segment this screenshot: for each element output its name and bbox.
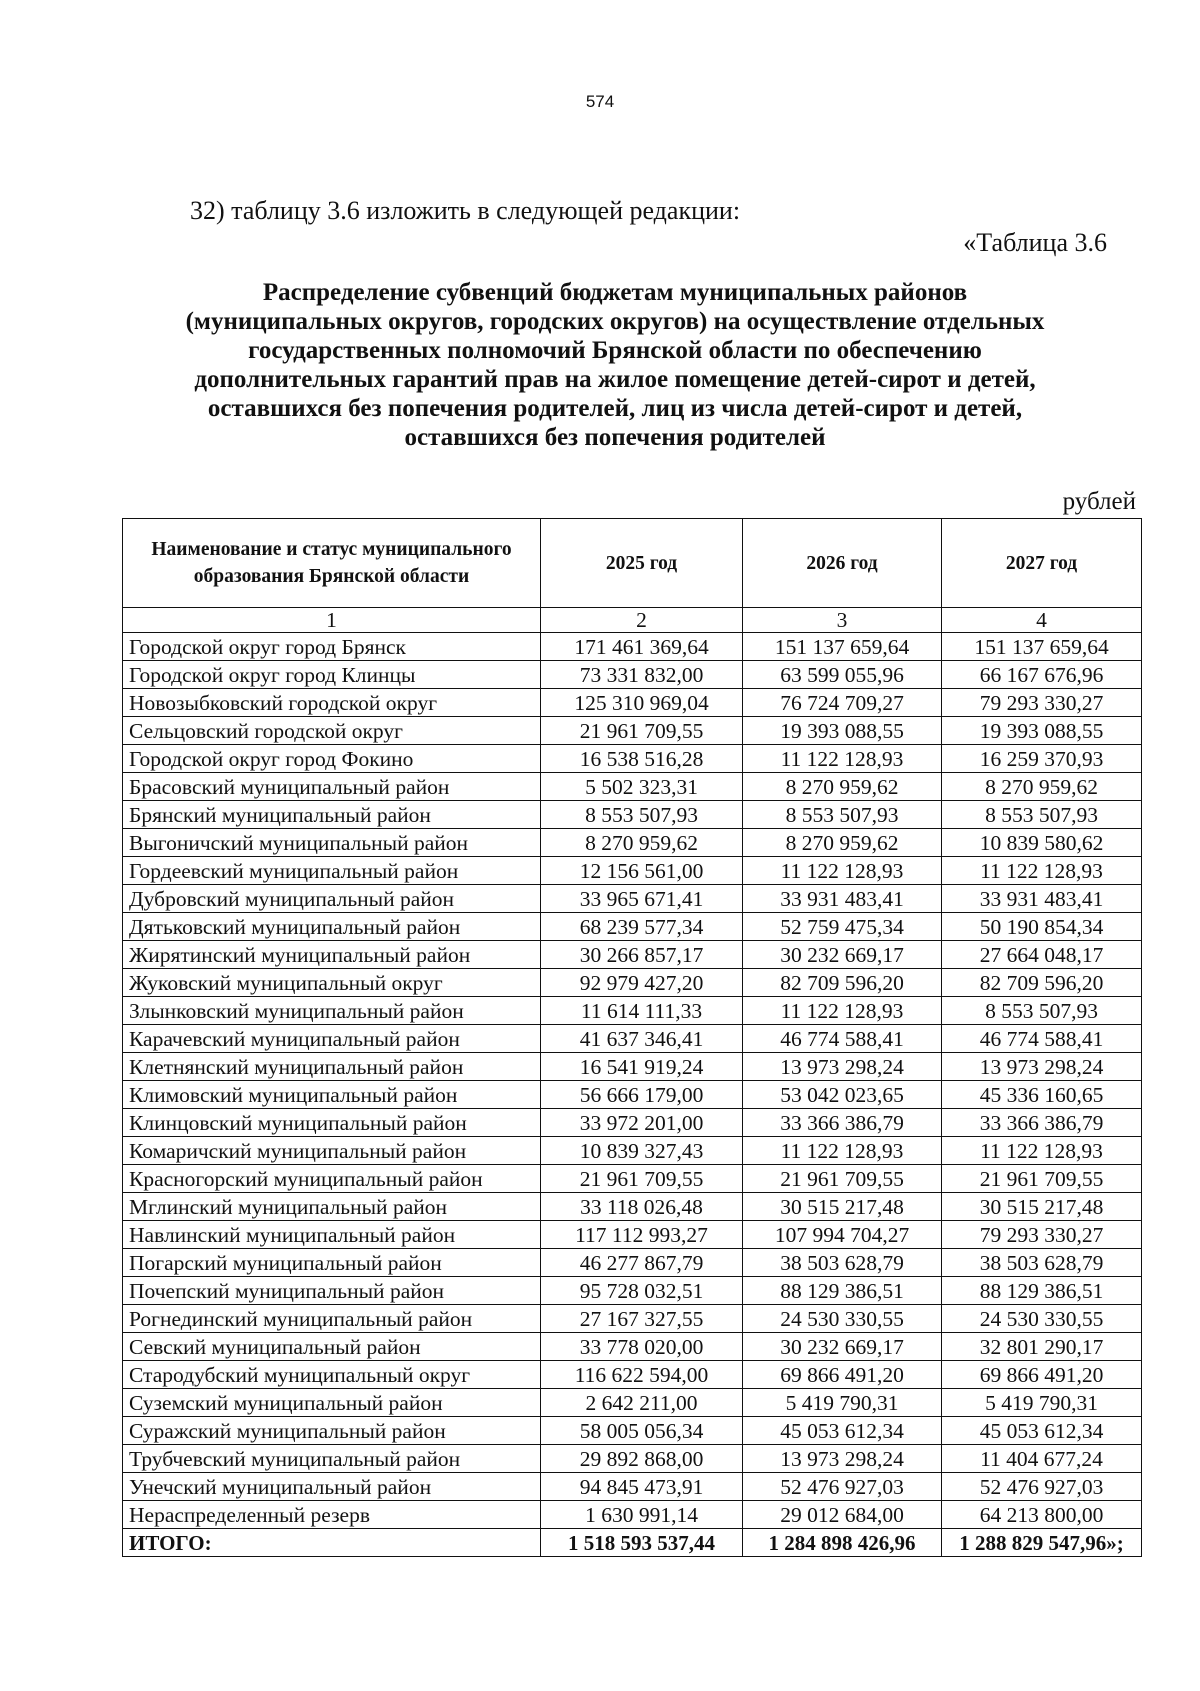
municipality-name: Нераспределенный резерв: [123, 1501, 541, 1529]
value-2027: 10 839 580,62: [942, 829, 1142, 857]
municipality-name: Клинцовский муниципальный район: [123, 1109, 541, 1137]
total-label: ИТОГО:: [123, 1529, 541, 1557]
value-2027: 45 053 612,34: [942, 1417, 1142, 1445]
value-2027: 11 122 128,93: [942, 857, 1142, 885]
title-line: дополнительных гарантий прав на жилое помещение детей-сирот и детей,: [194, 366, 1036, 393]
municipality-name: Рогнединский муниципальный район: [123, 1305, 541, 1333]
municipality-name: Суземский муниципальный район: [123, 1389, 541, 1417]
value-2026: 69 866 491,20: [743, 1361, 942, 1389]
value-2026: 107 994 704,27: [743, 1221, 942, 1249]
municipality-name: Почепский муниципальный район: [123, 1277, 541, 1305]
table-row: [123, 689, 1142, 717]
value-2026: 29 012 684,00: [743, 1501, 942, 1529]
header-2025: 2025 год: [541, 519, 743, 608]
municipality-name: Суражский муниципальный район: [123, 1417, 541, 1445]
municipality-name: Выгоничский муниципальный район: [123, 829, 541, 857]
total-2026: 1 284 898 426,96: [743, 1529, 942, 1557]
subvention-table: [122, 518, 1142, 1557]
value-2027: 32 801 290,17: [942, 1333, 1142, 1361]
value-2025: 2 642 211,00: [541, 1389, 743, 1417]
total-row: [123, 1529, 1142, 1557]
value-2027: 50 190 854,34: [942, 913, 1142, 941]
table-row: [123, 661, 1142, 689]
header-row: [123, 519, 1142, 608]
value-2027: 45 336 160,65: [942, 1081, 1142, 1109]
municipality-name: Злынковский муниципальный район: [123, 997, 541, 1025]
value-2025: 68 239 577,34: [541, 913, 743, 941]
municipality-name: Городской округ город Брянск: [123, 633, 541, 661]
value-2026: 52 476 927,03: [743, 1473, 942, 1501]
value-2025: 94 845 473,91: [541, 1473, 743, 1501]
value-2025: 33 965 671,41: [541, 885, 743, 913]
municipality-name: Дубровский муниципальный район: [123, 885, 541, 913]
municipality-name: Стародубский муниципальный округ: [123, 1361, 541, 1389]
value-2026: 151 137 659,64: [743, 633, 942, 661]
table-row: [123, 1025, 1142, 1053]
table-row: [123, 885, 1142, 913]
value-2027: 38 503 628,79: [942, 1249, 1142, 1277]
municipality-name: Брянский муниципальный район: [123, 801, 541, 829]
value-2025: 33 778 020,00: [541, 1333, 743, 1361]
column-index: 3: [743, 608, 942, 633]
value-2025: 73 331 832,00: [541, 661, 743, 689]
value-2025: 46 277 867,79: [541, 1249, 743, 1277]
value-2025: 95 728 032,51: [541, 1277, 743, 1305]
municipality-name: Погарский муниципальный район: [123, 1249, 541, 1277]
title-line: (муниципальных округов, городских округов) на осуществление отдельных: [185, 308, 1045, 335]
header-2027: 2027 год: [942, 519, 1142, 608]
value-2026: 30 232 669,17: [743, 941, 942, 969]
municipality-name: Карачевский муниципальный район: [123, 1025, 541, 1053]
value-2026: 8 270 959,62: [743, 773, 942, 801]
municipality-name: Дятьковский муниципальный район: [123, 913, 541, 941]
value-2026: 19 393 088,55: [743, 717, 942, 745]
table-row: [123, 857, 1142, 885]
municipality-name: Сельцовский городской округ: [123, 717, 541, 745]
table-row: [123, 829, 1142, 857]
municipality-name: Комаричский муниципальный район: [123, 1137, 541, 1165]
table-row: [123, 1501, 1142, 1529]
value-2025: 33 118 026,48: [541, 1193, 743, 1221]
total-2027: 1 288 829 547,96»;: [942, 1529, 1142, 1557]
value-2027: 151 137 659,64: [942, 633, 1142, 661]
value-2027: 52 476 927,03: [942, 1473, 1142, 1501]
table-row: [123, 1333, 1142, 1361]
municipality-name: Новозыбковский городской округ: [123, 689, 541, 717]
value-2027: 13 973 298,24: [942, 1053, 1142, 1081]
page-number: 574: [585, 92, 615, 111]
table-row: [123, 745, 1142, 773]
value-2025: 30 266 857,17: [541, 941, 743, 969]
value-2026: 38 503 628,79: [743, 1249, 942, 1277]
municipality-name: Климовский муниципальный район: [123, 1081, 541, 1109]
value-2027: 64 213 800,00: [942, 1501, 1142, 1529]
table-row: [123, 1417, 1142, 1445]
column-index-row: [123, 608, 1142, 633]
title-line: Распределение субвенций бюджетам муниципальных районов: [262, 279, 968, 306]
value-2025: 116 622 594,00: [541, 1361, 743, 1389]
municipality-name: Мглинский муниципальный район: [123, 1193, 541, 1221]
value-2025: 33 972 201,00: [541, 1109, 743, 1137]
header-2026: 2026 год: [743, 519, 942, 608]
table-row: [123, 633, 1142, 661]
table-reference: «Таблица 3.6: [963, 228, 1107, 257]
value-2026: 11 122 128,93: [743, 745, 942, 773]
value-2025: 11 614 111,33: [541, 997, 743, 1025]
value-2026: 30 232 669,17: [743, 1333, 942, 1361]
value-2025: 16 541 919,24: [541, 1053, 743, 1081]
value-2025: 10 839 327,43: [541, 1137, 743, 1165]
value-2027: 82 709 596,20: [942, 969, 1142, 997]
title-line: оставшихся без попечения родителей, лиц из числа детей-сирот и детей,: [207, 395, 1023, 422]
value-2026: 11 122 128,93: [743, 997, 942, 1025]
value-2025: 41 637 346,41: [541, 1025, 743, 1053]
value-2027: 8 553 507,93: [942, 801, 1142, 829]
value-2026: 11 122 128,93: [743, 1137, 942, 1165]
amendment-intro: 32) таблицу 3.6 изложить в следующей редакции:: [190, 196, 741, 225]
value-2025: 12 156 561,00: [541, 857, 743, 885]
value-2027: 88 129 386,51: [942, 1277, 1142, 1305]
table-row: [123, 1445, 1142, 1473]
value-2027: 8 270 959,62: [942, 773, 1142, 801]
municipality-name: Севский муниципальный район: [123, 1333, 541, 1361]
value-2026: 8 553 507,93: [743, 801, 942, 829]
value-2025: 58 005 056,34: [541, 1417, 743, 1445]
value-2026: 33 366 386,79: [743, 1109, 942, 1137]
table-row: [123, 1081, 1142, 1109]
value-2026: 11 122 128,93: [743, 857, 942, 885]
value-2025: 21 961 709,55: [541, 717, 743, 745]
value-2025: 92 979 427,20: [541, 969, 743, 997]
value-2026: 63 599 055,96: [743, 661, 942, 689]
table-row: [123, 1361, 1142, 1389]
table-row: [123, 1193, 1142, 1221]
value-2025: 27 167 327,55: [541, 1305, 743, 1333]
table-row: [123, 969, 1142, 997]
table-row: [123, 773, 1142, 801]
column-index: 1: [123, 608, 541, 633]
value-2027: 30 515 217,48: [942, 1193, 1142, 1221]
table-row: [123, 1137, 1142, 1165]
value-2027: 11 122 128,93: [942, 1137, 1142, 1165]
municipality-name: Жуковский муниципальный округ: [123, 969, 541, 997]
title-line: государственных полномочий Брянской области по обеспечению: [248, 337, 982, 364]
value-2027: 16 259 370,93: [942, 745, 1142, 773]
table-row: [123, 1277, 1142, 1305]
header-municipality: Наименование и статус муниципального образования Брянской области: [123, 519, 541, 608]
value-2027: 19 393 088,55: [942, 717, 1142, 745]
municipality-name: Унечский муниципальный район: [123, 1473, 541, 1501]
municipality-name: Трубчевский муниципальный район: [123, 1445, 541, 1473]
municipality-name: Гордеевский муниципальный район: [123, 857, 541, 885]
value-2026: 5 419 790,31: [743, 1389, 942, 1417]
value-2025: 171 461 369,64: [541, 633, 743, 661]
table-row: [123, 1473, 1142, 1501]
value-2027: 66 167 676,96: [942, 661, 1142, 689]
value-2026: 13 973 298,24: [743, 1053, 942, 1081]
table-row: [123, 1165, 1142, 1193]
value-2026: 30 515 217,48: [743, 1193, 942, 1221]
value-2025: 56 666 179,00: [541, 1081, 743, 1109]
value-2026: 45 053 612,34: [743, 1417, 942, 1445]
value-2026: 88 129 386,51: [743, 1277, 942, 1305]
table-row: [123, 1109, 1142, 1137]
value-2027: 27 664 048,17: [942, 941, 1142, 969]
value-2027: 79 293 330,27: [942, 689, 1142, 717]
table-row: [123, 1221, 1142, 1249]
value-2027: 69 866 491,20: [942, 1361, 1142, 1389]
value-2026: 8 270 959,62: [743, 829, 942, 857]
value-2025: 29 892 868,00: [541, 1445, 743, 1473]
value-2025: 5 502 323,31: [541, 773, 743, 801]
value-2027: 33 366 386,79: [942, 1109, 1142, 1137]
column-index: 4: [942, 608, 1142, 633]
value-2026: 52 759 475,34: [743, 913, 942, 941]
table-row: [123, 1053, 1142, 1081]
value-2025: 16 538 516,28: [541, 745, 743, 773]
unit-label: рублей: [1062, 488, 1136, 515]
value-2025: 125 310 969,04: [541, 689, 743, 717]
municipality-name: Городской округ город Клинцы: [123, 661, 541, 689]
municipality-name: Жирятинский муниципальный район: [123, 941, 541, 969]
table-row: [123, 1305, 1142, 1333]
table-title: [115, 278, 1115, 452]
municipality-name: Красногорский муниципальный район: [123, 1165, 541, 1193]
value-2025: 117 112 993,27: [541, 1221, 743, 1249]
value-2026: 13 973 298,24: [743, 1445, 942, 1473]
value-2025: 1 630 991,14: [541, 1501, 743, 1529]
value-2026: 24 530 330,55: [743, 1305, 942, 1333]
value-2027: 21 961 709,55: [942, 1165, 1142, 1193]
municipality-name: Навлинский муниципальный район: [123, 1221, 541, 1249]
value-2027: 33 931 483,41: [942, 885, 1142, 913]
value-2025: 21 961 709,55: [541, 1165, 743, 1193]
column-index: 2: [541, 608, 743, 633]
municipality-name: Клетнянский муниципальный район: [123, 1053, 541, 1081]
value-2027: 5 419 790,31: [942, 1389, 1142, 1417]
municipality-name: Городской округ город Фокино: [123, 745, 541, 773]
municipality-name: Брасовский муниципальный район: [123, 773, 541, 801]
total-2025: 1 518 593 537,44: [541, 1529, 743, 1557]
value-2025: 8 270 959,62: [541, 829, 743, 857]
value-2026: 46 774 588,41: [743, 1025, 942, 1053]
value-2026: 33 931 483,41: [743, 885, 942, 913]
table-row: [123, 717, 1142, 745]
value-2027: 46 774 588,41: [942, 1025, 1142, 1053]
table-row: [123, 1249, 1142, 1277]
table-row: [123, 941, 1142, 969]
table-row: [123, 801, 1142, 829]
value-2027: 24 530 330,55: [942, 1305, 1142, 1333]
value-2026: 82 709 596,20: [743, 969, 942, 997]
value-2026: 76 724 709,27: [743, 689, 942, 717]
table-row: [123, 1389, 1142, 1417]
table-row: [123, 997, 1142, 1025]
title-line: оставшихся без попечения родителей: [404, 424, 826, 451]
value-2027: 79 293 330,27: [942, 1221, 1142, 1249]
value-2026: 21 961 709,55: [743, 1165, 942, 1193]
table-row: [123, 913, 1142, 941]
value-2026: 53 042 023,65: [743, 1081, 942, 1109]
value-2027: 8 553 507,93: [942, 997, 1142, 1025]
value-2025: 8 553 507,93: [541, 801, 743, 829]
value-2027: 11 404 677,24: [942, 1445, 1142, 1473]
